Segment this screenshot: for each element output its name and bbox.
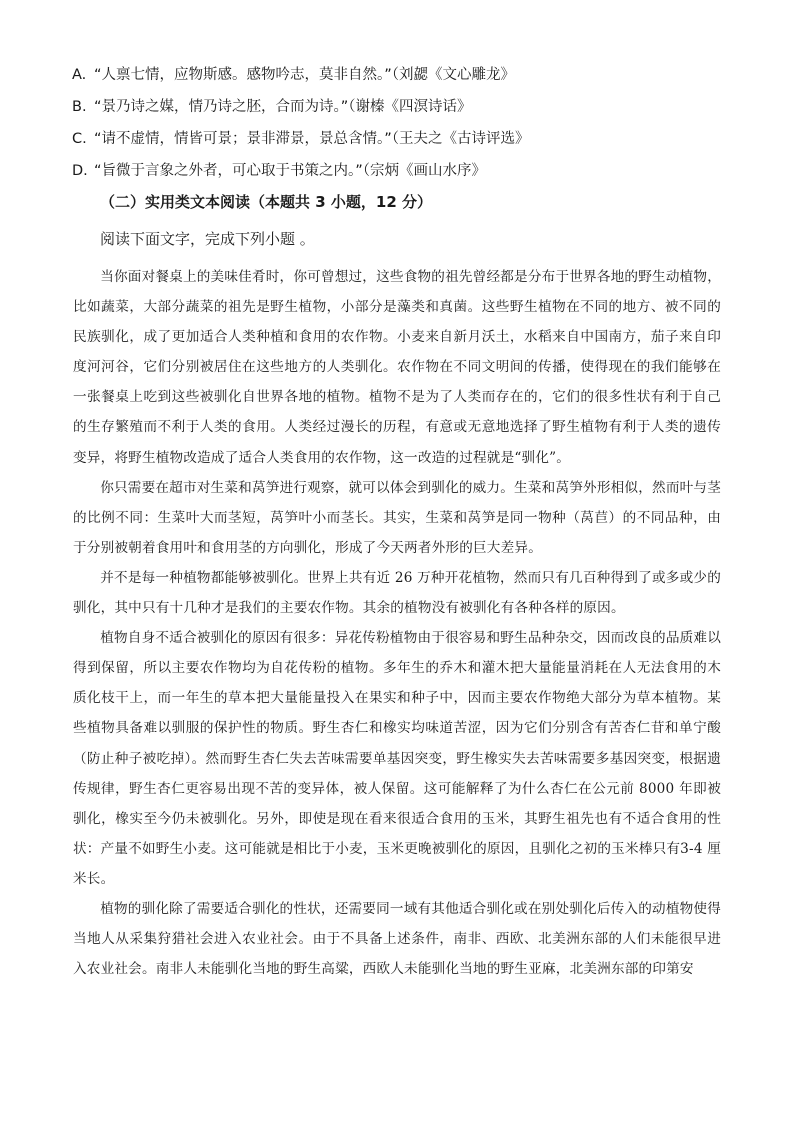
option-d bbox=[72, 161, 486, 181]
option-letter: C. bbox=[72, 131, 87, 147]
reading-instruction: 阅读下面文字，完成下列小题 。 bbox=[100, 230, 315, 248]
option-b bbox=[72, 97, 472, 117]
option-letter: B. bbox=[72, 99, 87, 115]
option-letter: A. bbox=[72, 67, 87, 83]
option-text: “人禀七情，应物斯感。感物吟志，莫非自然。”（刘勰《文心雕龙》 bbox=[94, 67, 516, 83]
option-text: “旨微于言象之外者，可心取于书策之内。”（宗炳《画山水序》 bbox=[94, 163, 487, 179]
passage-paragraph: 植物的驯化除了需要适合驯化的性状，还需要同一域有其他适合驯化或在别处驯化后传入的动植物使得当地人从采集狩猎社会进入农业社会。由于不具备上述条件，南非、西欧、北美洲东部的人们未能很早进入农业社会。南非人未能驯化当地的野生高粱，西欧人未能驯化当地的野生亚麻，北美洲东部的印第安 bbox=[73, 900, 721, 978]
option-letter: D. bbox=[72, 163, 88, 179]
passage-paragraph: 你只需要在超市对生菜和莴笋进行观察，就可以体会到驯化的威力。生菜和莴笋外形相似，然而叶与茎的比例不同：生菜叶大而茎短，莴笋叶小而茎长。其实，生菜和莴笋是同一物种（莴苣）的不同品种，由于分别被朝着食用叶和食用茎的方向驯化，形成了今天两者外形的巨大差异。 bbox=[73, 479, 721, 556]
option-a bbox=[72, 65, 515, 85]
section-heading: （二）实用类文本阅读（本题共 3 小题，12 分） bbox=[100, 193, 432, 211]
passage-paragraph: 并不是每一种植物都能够被驯化。世界上共有近 26 万种开花植物，然而只有几百种得到了或多或少的驯化，其中只有十几种才是我们的主要农作物。其余的植物没有被驯化有各种各样的原因。 bbox=[73, 569, 721, 617]
passage-paragraph: 植物自身不适合被驯化的原因有很多：异花传粉植物由于很容易和野生品种杂交，因而改良的品质难以得到保留，所以主要农作物均为自花传粉的植物。多年生的乔木和灌木把大量能量消耗在人无法食用的木质化枝干上，而一年生的草本把大量能量投入在果实和种子中，因而主要农作物绝大部分为草本植物。某些植物具备难以驯服的保护性的物质。野生杏仁和橡实均味道苦涩，因为它们分别含有苦杏仁苷和单宁酸（防止种子被吃掉）。然而野生杏仁失去苦味需要单基因突变，野生橡实失去苦味需要多基因突变，根据遗传规律，野生杏仁更容易出现不苦的变异体，被人保留。这可能解释了为什么杏仁在公元前 8000 年即被驯化，橡实至今仍未被驯化。另外，即使是现在看来很适合食用的玉米，其野生祖先也有不适合食用的性状：产量不如野生小麦。这可能就是相比于小麦，玉米更晚被驯化的原因，且驯化之初的玉米棒只有3-4 厘米长。 bbox=[73, 630, 721, 887]
option-text: “景乃诗之媒，情乃诗之胚，合而为诗。”（谢榛《四溟诗话》 bbox=[94, 99, 472, 115]
option-text: “请不虚情，情皆可景；景非滞景，景总含情。”（王夫之《古诗评选》 bbox=[94, 131, 530, 147]
reading-passage bbox=[73, 262, 721, 984]
option-c bbox=[72, 129, 530, 149]
passage-paragraph: 当你面对餐桌上的美味佳肴时，你可曾想过，这些食物的祖先曾经都是分布于世界各地的野生动植物，比如蔬菜，大部分蔬菜的祖先是野生植物，小部分是藻类和真菌。这些野生植物在不同的地方、被不同的民族驯化，成了更加适合人类种植和食用的农作物。小麦来自新月沃土，水稻来自中国南方，茄子来自印度河河谷，它们分别被居住在这些地方的人类驯化。农作物在不同文明间的传播，使得现在的我们能够在一张餐桌上吃到这些被驯化自世界各地的植物。植物不是为了人类而存在的，它们的很多性状有利于自己的生存繁殖而不利于人类的食用。人类经过漫长的历程，有意或无意地选择了野生植物有利于人类的遗传变异，将野生植物改造成了适合人类食用的农作物，这一改造的过程就是“驯化”。 bbox=[73, 269, 721, 466]
